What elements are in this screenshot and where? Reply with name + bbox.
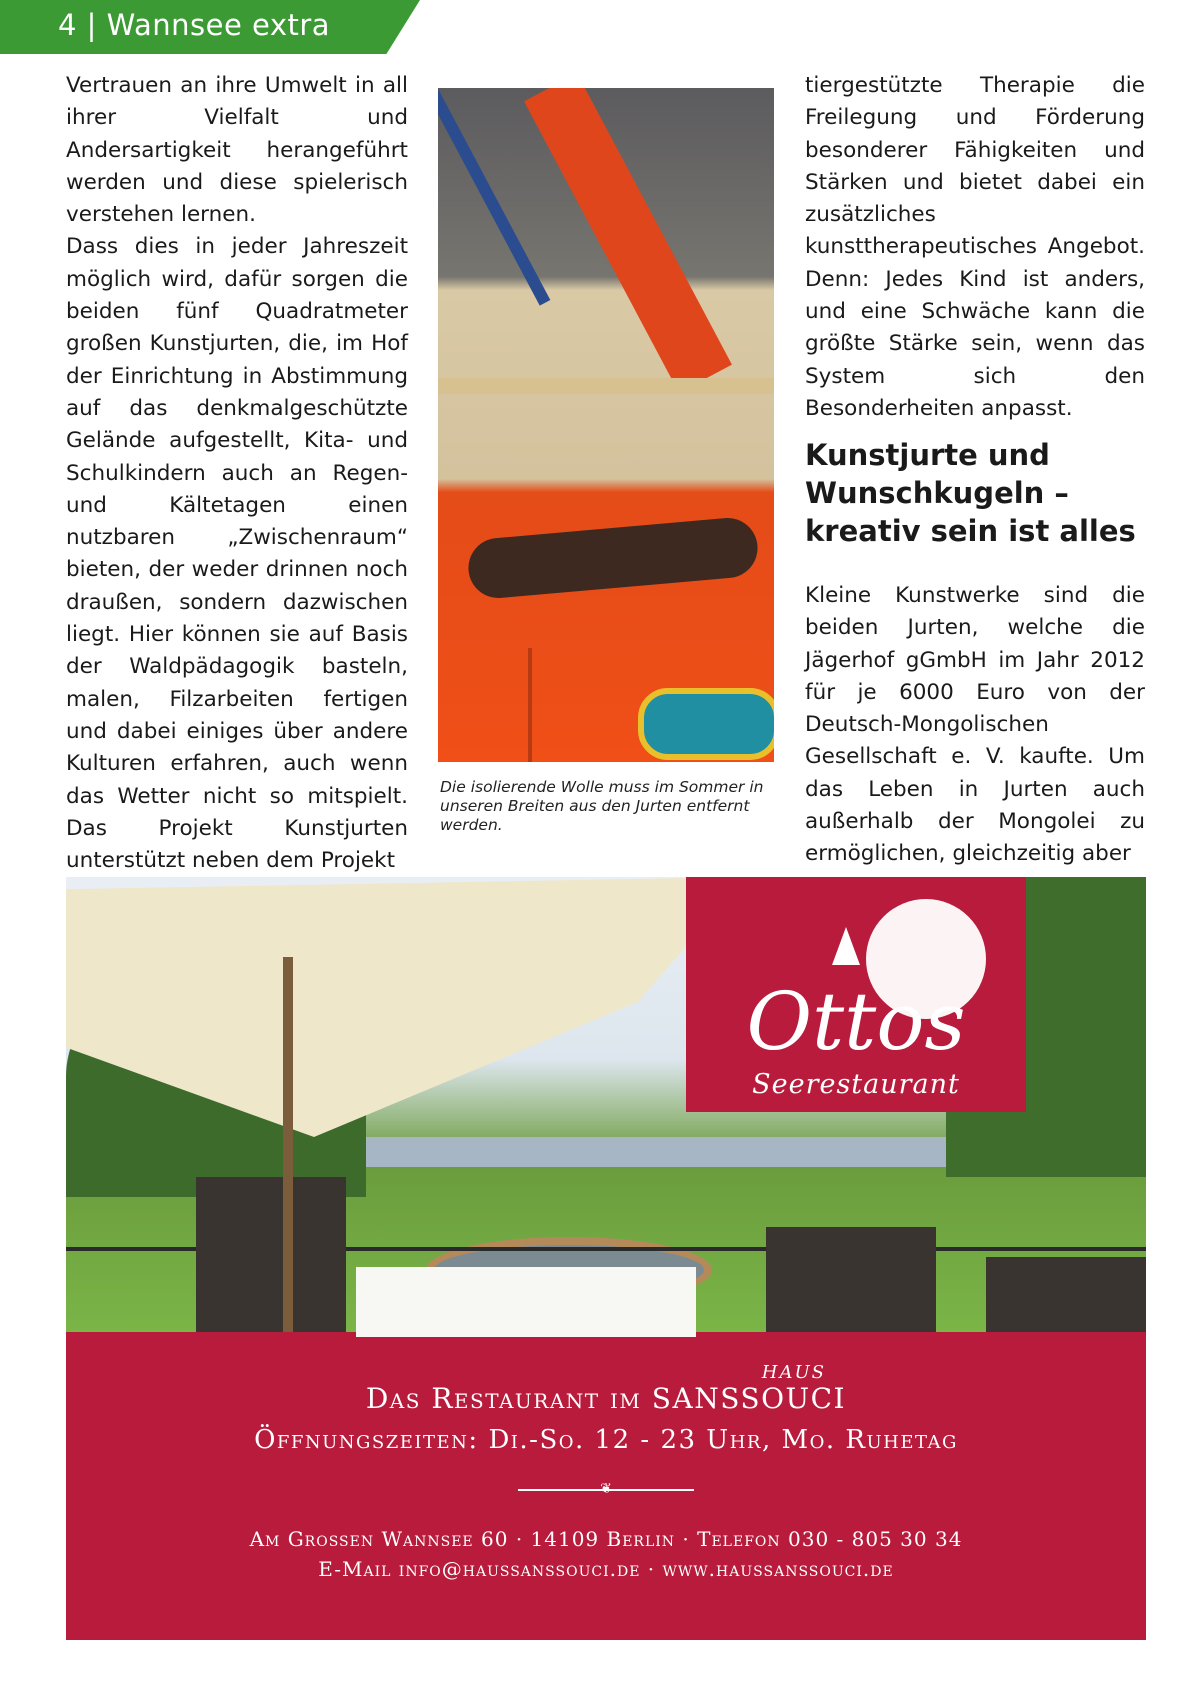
article-paragraph: Vertrauen an ihre Umwelt in all ihrer Vielfalt und Andersartigkeit herangeführt werden und diese spielerisch verstehen lernen. — [66, 73, 408, 228]
article-paragraph: tiergestützte Therapie die Freilegung und Förderung besonderer Fähigkeiten und Stärken und bietet dabei ein zusätzliches kunsttherapeutisches Angebot. Denn: Jedes Kind ist anders, und eine Schwäche kann die größte Stärke sein, wenn das System sich den Besonderheiten anpasst. — [805, 73, 1145, 421]
ad-haus-label: HAUS — [761, 1362, 826, 1383]
article-paragraph: Dass dies in jeder Jahreszeit möglich wird, dafür sorgen die beiden fünf Quadratmeter großen Kunstjurten, die, im Hof der Einrichtung in Abstimmung auf das denkmalgeschützte Gelände aufgestellt, Kita- und Schulkindern auch an Regen- und Kältetagen einen nutzbaren „Zwischenraum“ bieten, der weder drinnen noch draußen, sondern dazwischen liegt. Hier können sie auf Basis der Waldpädagogik basteln, malen, Filzarbeiten fertigen und dabei einiges über andere Kulturen erfahren, auch wenn das Wetter nicht so mitspielt. Das Projekt Kunstjurten unterstützt neben dem Projekt — [66, 234, 408, 874]
ad-opening-hours: Öffnungszeiten: Di.-So. 12 - 23 Uhr, Mo. Ruhetag — [254, 1425, 958, 1455]
article-column-1 — [66, 70, 408, 877]
logo-subtitle: Seerestaurant — [752, 1069, 960, 1100]
article-column-3-continued — [805, 580, 1145, 871]
article-paragraph: Kleine Kunstwerke sind die beiden Jurten, welche die Jägerhof gGmbH im Jahr 2012 für je 6000 Euro von der Deutsch-Mongolischen Gesellschaft e. V. kaufte. Um das Leben in Jurten auch außerhalb der Mongolei zu ermöglichen, gleichzeitig aber — [805, 583, 1145, 867]
sailboat-icon — [832, 927, 860, 965]
jurte-wool-photo — [438, 88, 774, 762]
article-subheading: Kunstjurte und Wunschkugeln – kreativ sein ist alles — [805, 438, 1136, 548]
ad-contact: E-Mail info@haussanssouci.de · www.haussanssouci.de — [318, 1557, 894, 1581]
logo-script: Ottos — [746, 975, 966, 1068]
article-column-3 — [805, 70, 1145, 425]
photo-caption: Die isolierende Wolle muss im Sommer in unseren Breiten aus den Jurten entfernt werden. — [440, 778, 764, 834]
restaurant-advertisement — [66, 877, 1146, 1640]
ornament-icon: ❦ — [600, 1481, 612, 1497]
section-header-label: 4 | Wannsee extra — [58, 8, 331, 42]
ad-address: Am Grossen Wannsee 60 · 14109 Berlin · Telefon 030 - 805 30 34 — [249, 1527, 963, 1551]
ad-restaurant-line: Das Restaurant im SANSSOUCI — [365, 1382, 847, 1415]
